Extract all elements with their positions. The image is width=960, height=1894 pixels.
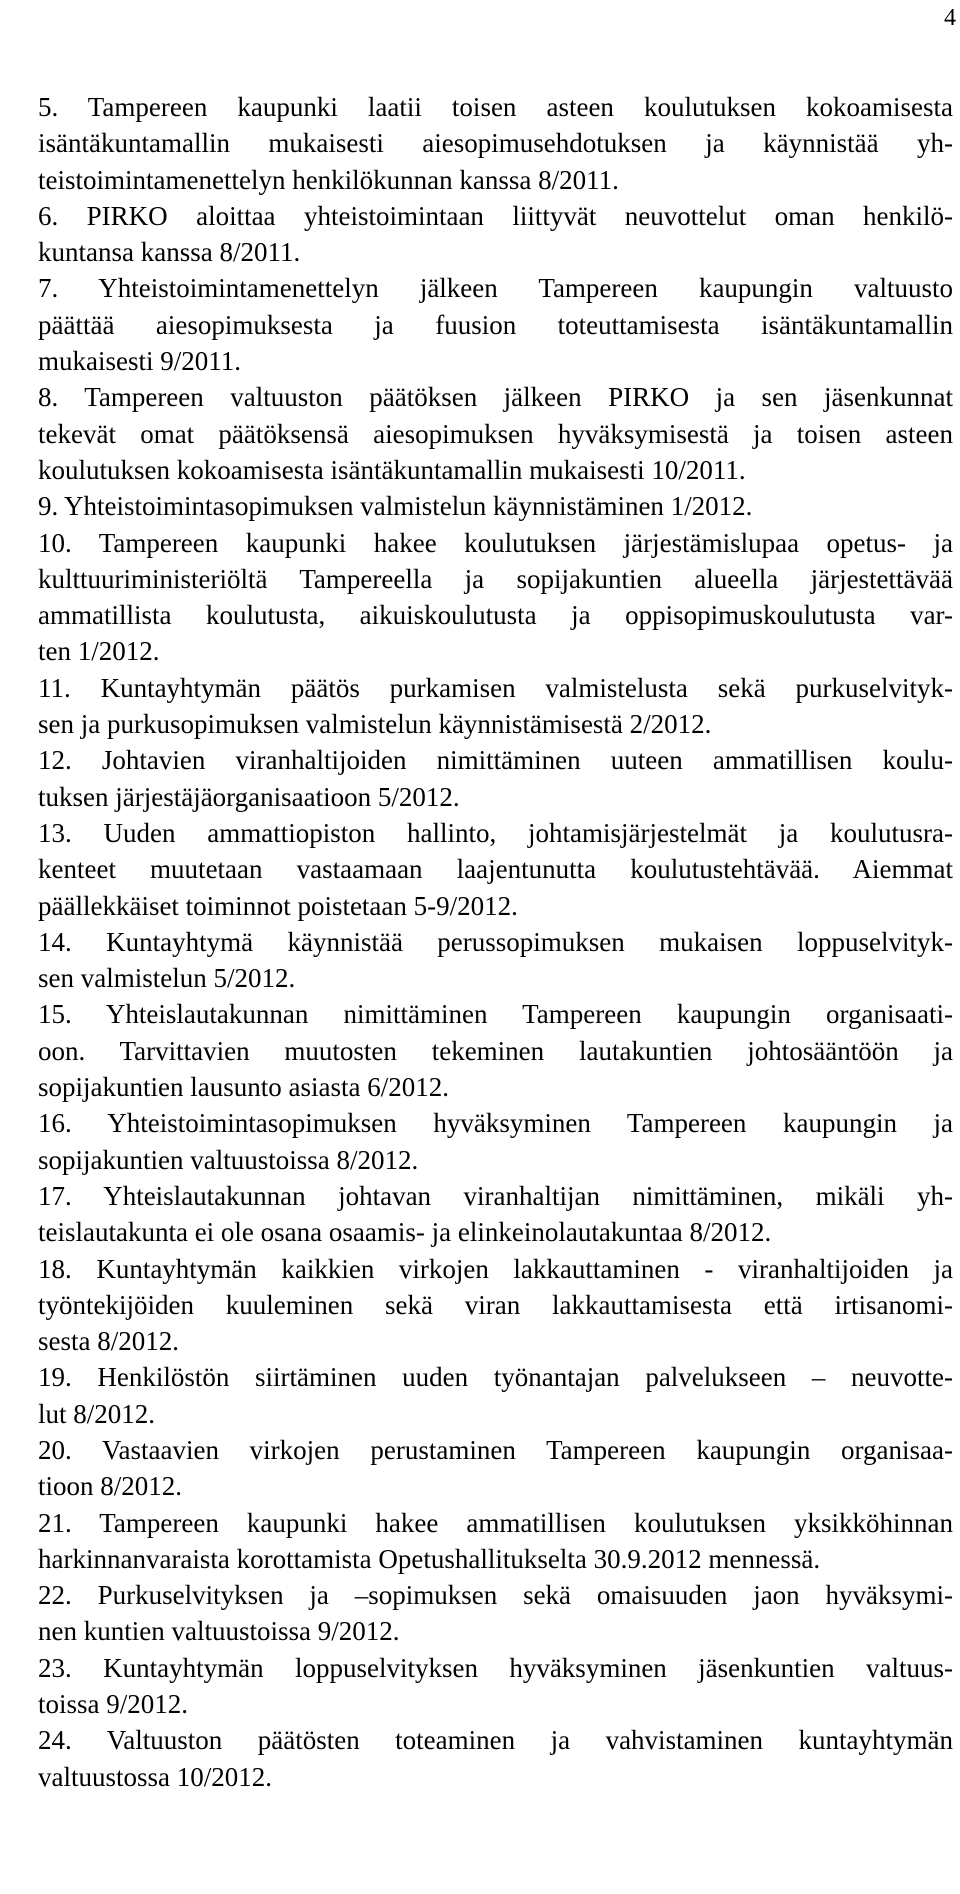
- list-item-line: 22. Purkuselvityksen ja –sopimuksen sekä omaisuuden jaon hyväksymi-: [38, 1580, 953, 1611]
- list-item-line: 5. Tampereen kaupunki laatii toisen asteen koulutuksen kokoamisesta: [38, 92, 953, 122]
- list-item: [38, 1722, 953, 1795]
- list-item-line: 8. Tampereen valtuuston päätöksen jälkeen PIRKO ja sen jäsenkunnat: [38, 382, 953, 413]
- list-item: [38, 525, 953, 670]
- list-item-line: kulttuuriministeriöltä Tampereella ja sopijakuntien alueella järjestettävää: [38, 563, 953, 594]
- list-item: [38, 670, 953, 743]
- list-item: [38, 924, 953, 997]
- list-item: [38, 1359, 953, 1432]
- list-item-line: sesta 8/2012.: [38, 1326, 179, 1357]
- list-item-line: nen kuntien valtuustoissa 9/2012.: [38, 1616, 400, 1647]
- list-item: [38, 1577, 953, 1650]
- list-item: [38, 270, 953, 379]
- list-item-line: lut 8/2012.: [38, 1398, 156, 1429]
- list-item-line: ammatillista koulutusta, aikuiskoulutusta ja oppisopimuskoulutusta var-: [38, 600, 953, 631]
- list-item-line: 15. Yhteislautakunnan nimittäminen Tampereen kaupungin organisaati-: [38, 999, 953, 1030]
- list-item-line: työntekijöiden kuuleminen sekä viran lakkauttamisesta että irtisanomi-: [38, 1289, 953, 1320]
- list-item-line: 11. Kuntayhtymän päätös purkamisen valmistelusta sekä purkuselvityk-: [38, 672, 953, 703]
- list-item: [38, 1105, 953, 1178]
- list-item-line: 18. Kuntayhtymän kaikkien virkojen lakkauttaminen - viranhaltijoiden ja: [38, 1253, 953, 1284]
- list-item-line: sopijakuntien lausunto asiasta 6/2012.: [38, 1072, 449, 1103]
- list-item-line: 20. Vastaavien virkojen perustaminen Tampereen kaupungin organisaa-: [38, 1434, 953, 1465]
- list-item-line: koulutuksen kokoamisesta isäntäkuntamallin mukaisesti 10/2011.: [38, 454, 746, 485]
- list-item: [38, 996, 953, 1105]
- list-item-line: 21. Tampereen kaupunki hakee ammatillisen koulutuksen yksikköhinnan: [38, 1507, 953, 1538]
- list-item-line: harkinnanvaraista korottamista Opetushallitukselta 30.9.2012 mennessä.: [38, 1543, 821, 1574]
- list-item-line: 23. Kuntayhtymän loppuselvityksen hyväksyminen jäsenkuntien valtuus-: [38, 1652, 953, 1683]
- list-item-line: valtuustossa 10/2012.: [38, 1761, 272, 1792]
- list-item-line: sen valmistelun 5/2012.: [38, 963, 296, 994]
- list-item-line: 24. Valtuuston päätösten toteaminen ja vahvistaminen kuntayhtymän: [38, 1725, 953, 1756]
- list-item-line: oon. Tarvittavien muutosten tekeminen lautakuntien johtosääntöön ja: [38, 1035, 953, 1066]
- list-item-line: teislautakunta ei ole osana osaamis- ja elinkeinolautakuntaa 8/2012.: [38, 1217, 772, 1248]
- list-item-line: tekevät omat päätöksensä aiesopimuksen hyväksymisestä ja toisen asteen: [38, 418, 953, 449]
- list-item: [38, 742, 953, 815]
- list-item-line: 14. Kuntayhtymä käynnistää perussopimuksen mukaisen loppuselvityk-: [38, 926, 953, 957]
- list-item: [38, 1178, 953, 1251]
- list-item-line: kuntansa kanssa 8/2011.: [38, 237, 301, 268]
- list-item-line: 12. Johtavien viranhaltijoiden nimittäminen uuteen ammatillisen koulu-: [38, 745, 953, 776]
- list-item: [38, 198, 953, 271]
- page-number: 4: [944, 5, 956, 31]
- list-item: [38, 1432, 953, 1505]
- list-item-line: tioon 8/2012.: [38, 1471, 183, 1502]
- list-item-line: 7. Yhteistoimintamenettelyn jälkeen Tampereen kaupungin valtuusto: [38, 273, 953, 304]
- list-item-line: kenteet muutetaan vastaamaan laajentunutta koulutustehtävää. Aiemmat: [38, 854, 953, 885]
- list-item-line: 10. Tampereen kaupunki hakee koulutuksen järjestämislupaa opetus- ja: [38, 527, 953, 558]
- list-item-line: mukaisesti 9/2011.: [38, 346, 241, 377]
- list-item-line: päällekkäiset toiminnot poistetaan 5-9/2012.: [38, 890, 518, 921]
- list-item-line: 16. Yhteistoimintasopimuksen hyväksyminen Tampereen kaupungin ja: [38, 1108, 953, 1139]
- list-item-line: sen ja purkusopimuksen valmistelun käynnistämisestä 2/2012.: [38, 709, 712, 740]
- document-body: [38, 89, 953, 1795]
- list-item: [38, 1251, 953, 1360]
- list-item: [38, 1650, 953, 1723]
- list-item-line: 6. PIRKO aloittaa yhteistoimintaan liittyvät neuvottelut oman henkilö-: [38, 200, 953, 231]
- list-item: [38, 815, 953, 924]
- list-item-line: 19. Henkilöstön siirtäminen uuden työnantajan palvelukseen – neuvotte-: [38, 1362, 953, 1393]
- list-item-line: 13. Uuden ammattiopiston hallinto, johtamisjärjestelmät ja koulutusra-: [38, 817, 953, 848]
- list-item-line: isäntäkuntamallin mukaisesti aiesopimusehdotuksen ja käynnistää yh-: [38, 128, 953, 159]
- list-item-line: päättää aiesopimuksesta ja fuusion toteuttamisesta isäntäkuntamallin: [38, 309, 953, 340]
- list-item-line: ten 1/2012.: [38, 636, 160, 667]
- list-item: [38, 379, 953, 488]
- list-item-line: 17. Yhteislautakunnan johtavan viranhaltijan nimittäminen, mikäli yh-: [38, 1180, 953, 1211]
- list-item-line: sopijakuntien valtuustoissa 8/2012.: [38, 1144, 419, 1175]
- list-item-line: tuksen järjestäjäorganisaatioon 5/2012.: [38, 781, 460, 812]
- list-item-line: toissa 9/2012.: [38, 1689, 189, 1720]
- list-item: [38, 488, 953, 524]
- list-item-line: 9. Yhteistoimintasopimuksen valmistelun käynnistäminen 1/2012.: [38, 491, 753, 522]
- list-item: [38, 89, 953, 198]
- list-item: [38, 1505, 953, 1578]
- list-item-line: teistoimintamenettelyn henkilökunnan kanssa 8/2011.: [38, 164, 619, 195]
